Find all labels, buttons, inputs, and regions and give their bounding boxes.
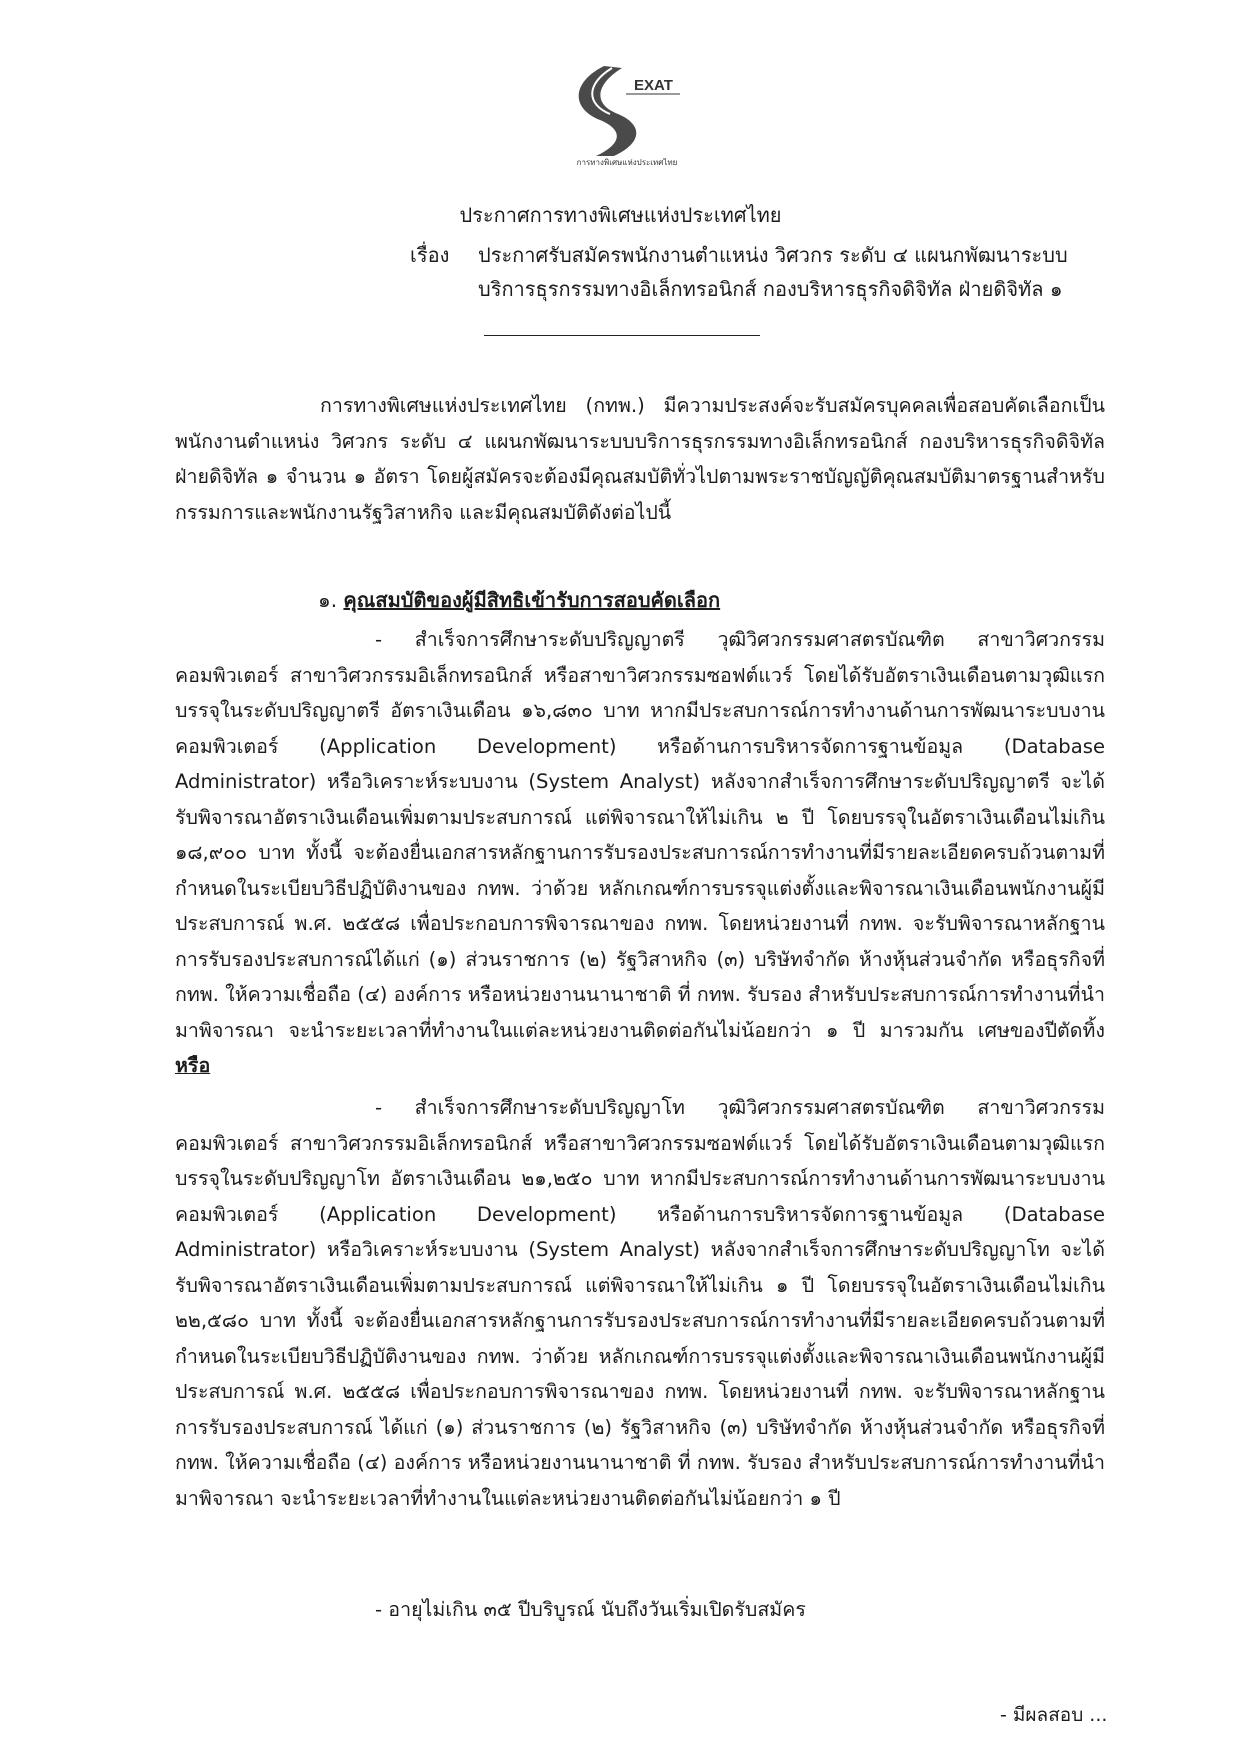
bachelor-text: - สำเร็จการศึกษาระดับปริญญาตรี วุฒิวิศวกรรมศาสตรบัณฑิต สาขาวิศวกรรมคอมพิวเตอร์ สาขาวิศวกรรมอิเล็กทรอนิกส์ หรือสาขาวิศวกรรมซอฟต์แวร์ โดยได้รับอัตราเงินเดือนตามวุฒิแรกบรรจุในระดับปริญญาตรี อัตราเงินเดือน ๑๖,๘๓๐ บาท หากมีประสบการณ์การทำงานด้านการพัฒนาระบบงานคอมพิวเตอร์ (Application Development) หรือด้านการบริหารจัดการฐานข้อมูล (Database Administrator) หรือวิเคราะห์ระบบงาน (System Analyst) หลังจากสำเร็จการศึกษาระดับปริญญาตรี จะได้รับพิจารณาอัตราเงินเดือนเพิ่มตามประสบการณ์ แต่พิจารณาให้ไม่เกิน ๒ ปี โดยบรรจุในอัตราเงินเดือนไม่เกิน ๑๘,๙๐๐ บาท ทั้งนี้ จะต้องยื่นเอกสารหลักฐานการรับรองประสบการณ์การทำงานที่มีรายละเอียดครบถ้วนตามที่กำหนดในระเบียบวิธีปฏิบัติงานของ กทพ. ว่าด้วย หลักเกณฑ์การบรรจุแต่งตั้งและพิจารณาเงินเดือนพนักงานผู้มีประสบการณ์ พ.ศ. ๒๕๕๘ เพื่อประกอบการพิจารณาของ กทพ. โดยหน่วยงานที่ กทพ. จะรับพิจารณาหลักฐานการรับรองประสบการณ์ได้แก่ (๑) ส่วนราชการ (๒) รัฐวิสาหกิจ (๓) บริษัทจำกัด ห้างหุ้นส่วนจำกัด หรือธุรกิจที่ กทพ. ให้ความเชื่อถือ (๔) องค์การ หรือหน่วยงานนานาชาติ ที่ กทพ. รับรอง สำหรับประสบการณ์การทำงานที่นำมาพิจารณา จะนำระยะเวลาที่ทำงานในแต่ละหน่วยงานติดต่อกันไม่น้อยกว่า ๑ ปี มารวมกัน เศษของปีตัดทิ้ง — [175, 628, 1105, 1042]
qualification-age: - อายุไม่เกิน ๓๕ ปีบริบูรณ์ นับถึงวันเริ่มเปิดรับสมัคร — [375, 1598, 806, 1621]
road-logo-icon — [552, 60, 702, 160]
exat-logo — [552, 60, 702, 170]
subject-text: ประกาศรับสมัครพนักงานตำแหน่ง วิศวกร ระดับ ๔ แผนกพัฒนาระบบบริการธุรกรรมทางอิเล็กทรอนิกส์ กองบริหารธุรกิจดิจิทัล ฝ่ายดิจิทัล ๑ — [478, 243, 1068, 301]
section-1-heading — [318, 584, 720, 616]
logo-brand-text: EXAT — [634, 77, 673, 94]
qualification-master: - สำเร็จการศึกษาระดับปริญญาโท วุฒิวิศวกรรมศาสตรบัณฑิต สาขาวิศวกรรมคอมพิวเตอร์ สาขาวิศวกรรมอิเล็กทรอนิกส์ หรือสาขาวิศวกรรมซอฟต์แวร์ โดยได้รับอัตราเงินเดือนตามวุฒิแรกบรรจุในระดับปริญญาโท อัตราเงินเดือน ๒๑,๒๕๐ บาท หากมีประสบการณ์การทำงานด้านการพัฒนาระบบงานคอมพิวเตอร์ (Application Development) หรือด้านการบริหารจัดการฐานข้อมูล (Database Administrator) หรือวิเคราะห์ระบบงาน (System Analyst) หลังจากสำเร็จการศึกษาระดับปริญญาโท จะได้รับพิจารณาอัตราเงินเดือนเพิ่มตามประสบการณ์ แต่พิจารณาให้ไม่เกิน ๑ ปี โดยบรรจุในอัตราเงินเดือนไม่เกิน ๒๒,๕๘๐ บาท ทั้งนี้ จะต้องยื่นเอกสารหลักฐานการรับรองประสบการณ์การทำงานที่มีรายละเอียดครบถ้วนตามที่กำหนดในระเบียบวิธีปฏิบัติงานของ กทพ. ว่าด้วย หลักเกณฑ์การบรรจุแต่งตั้งและพิจารณาเงินเดือนพนักงานผู้มีประสบการณ์ พ.ศ. ๒๕๕๘ เพื่อประกอบการพิจารณาของ กทพ. โดยหน่วยงานที่ กทพ. จะรับพิจารณาหลักฐานการรับรองประสบการณ์ ได้แก่ (๑) ส่วนราชการ (๒) รัฐวิสาหกิจ (๓) บริษัทจำกัด ห้างหุ้นส่วนจำกัด หรือธุรกิจที่ กทพ. ให้ความเชื่อถือ (๔) องค์การ หรือหน่วยงานนานาชาติ ที่ กทพ. รับรอง สำหรับประสบการณ์การทำงานที่นำมาพิจารณา จะนำระยะเวลาที่ทำงานในแต่ละหน่วยงานติดต่อกันไม่น้อยกว่า ๑ ปี — [175, 1096, 1105, 1510]
section-1-title: คุณสมบัติของผู้มีสิทธิเข้ารับการสอบคัดเลือก — [343, 588, 721, 612]
logo-caption: การทางพิเศษแห่งประเทศไทย — [576, 158, 678, 167]
qualification-bachelor — [175, 622, 1105, 1084]
intro-paragraph: การทางพิเศษแห่งประเทศไทย (กทพ.) มีความประสงค์จะรับสมัครบุคคลเพื่อสอบคัดเลือกเป็นพนักงานตำแหน่ง วิศวกร ระดับ ๔ แผนกพัฒนาระบบบริการธุรกรรมทางอิเล็กทรอนิกส์ กองบริหารธุรกิจดิจิทัล ฝ่ายดิจิทัล ๑ จำนวน ๑ อัตรา โดยผู้สมัครจะต้องมีคุณสมบัติทั่วไปตามพระราชบัญญัติคุณสมบัติมาตรฐานสำหรับกรรมการและพนักงานรัฐวิสาหกิจ และมีคุณสมบัติดังต่อไปนี้ — [175, 394, 1105, 524]
or-text: หรือ — [175, 1054, 211, 1077]
continuation-marker: - มีผลสอบ ... — [1000, 1704, 1108, 1726]
subject-label: เรื่อง — [410, 243, 450, 267]
section-1-number: ๑. — [318, 588, 338, 612]
announcement-title: ประกาศการทางพิเศษแห่งประเทศไทย — [459, 203, 782, 227]
title-divider — [484, 335, 760, 336]
